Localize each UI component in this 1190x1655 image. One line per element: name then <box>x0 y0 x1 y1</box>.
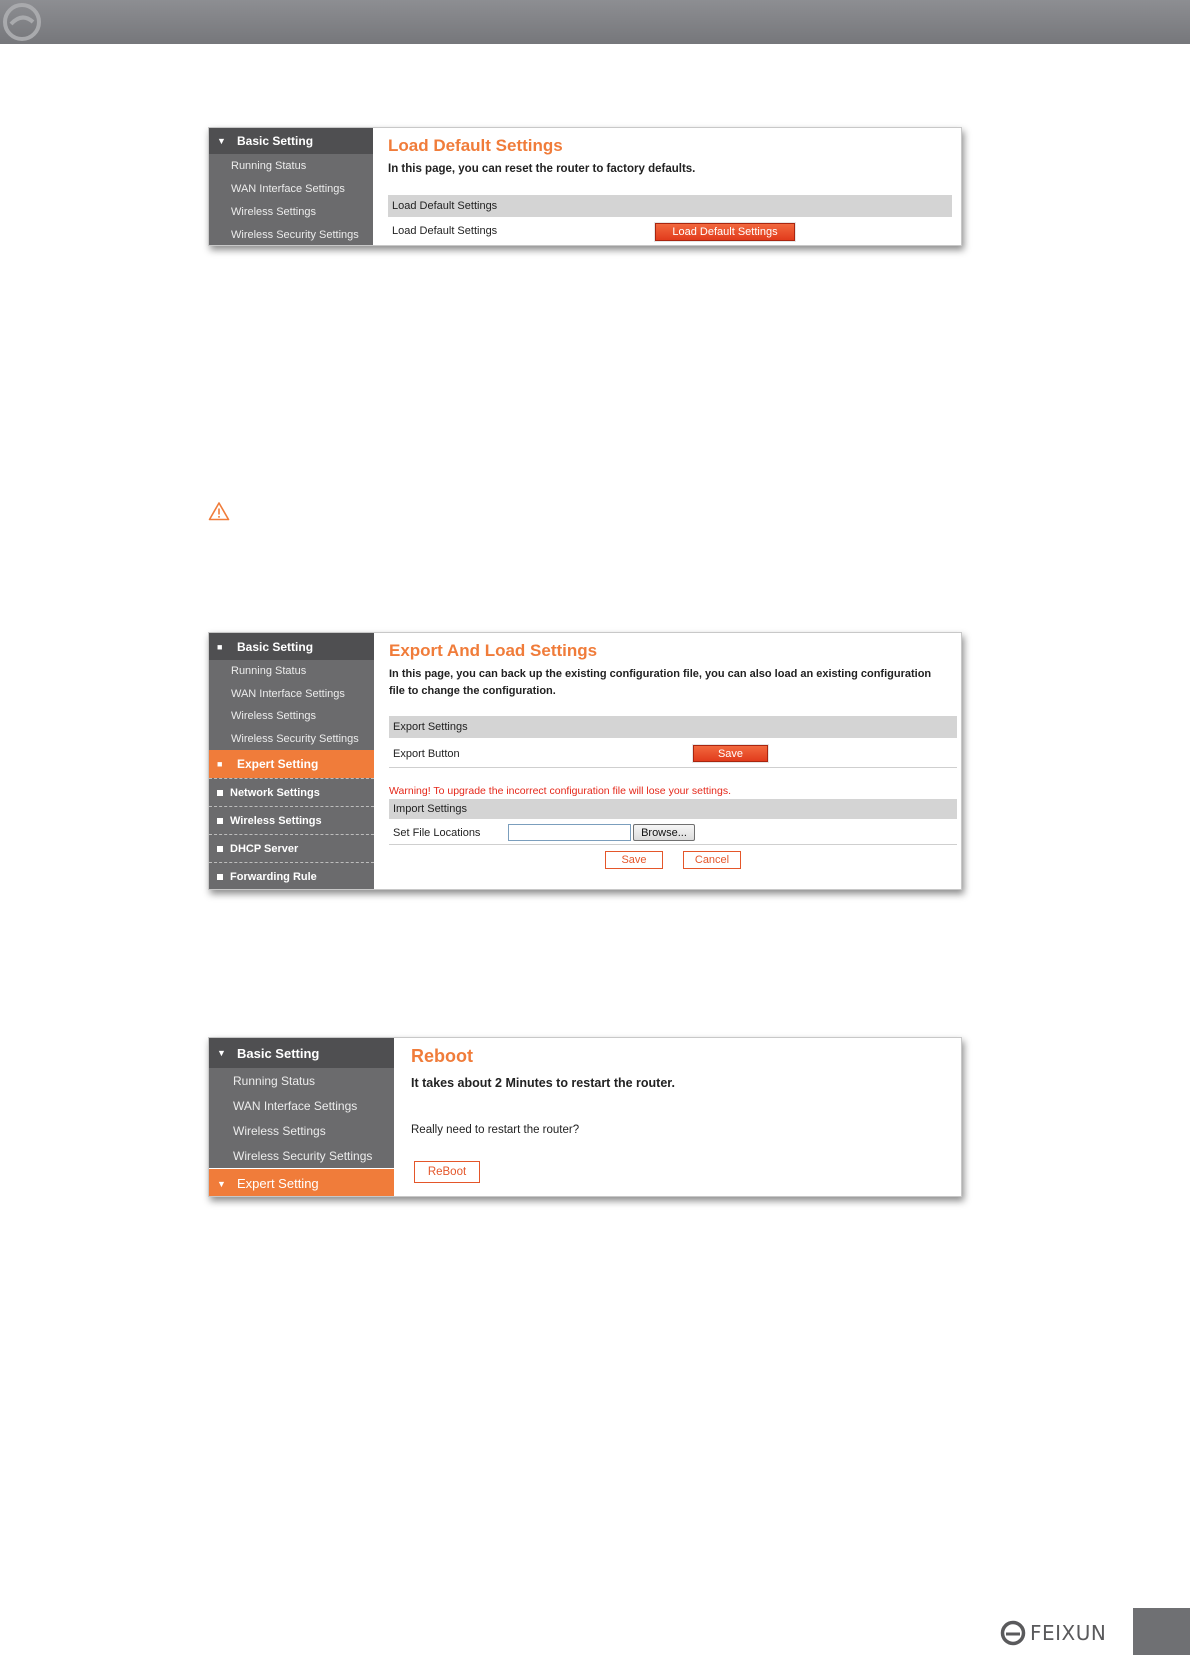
sidebar-item-running-status[interactable]: Running Status <box>231 665 307 677</box>
sidebar-item-wan-interface[interactable]: WAN Interface Settings <box>231 182 345 195</box>
square-bullet-icon <box>217 846 223 852</box>
content-area <box>394 1038 961 1196</box>
triangle-down-icon: ▼ <box>217 136 226 146</box>
sidebar-section-dhcp[interactable] <box>209 834 374 862</box>
sidebar-header-label: Basic Setting <box>237 1045 320 1061</box>
triangle-down-icon: ▼ <box>217 1048 226 1058</box>
page-description: It takes about 2 Minutes to restart the router. <box>411 1076 675 1090</box>
row-label: Load Default Settings <box>392 225 498 237</box>
save-button[interactable]: Save <box>605 851 663 869</box>
sidebar-section-label: Wireless Settings <box>230 814 322 827</box>
page-number-tab <box>1133 1608 1190 1655</box>
triangle-down-icon: ▼ <box>217 1178 226 1189</box>
import-section-header: Import Settings <box>389 799 957 819</box>
feixun-logo-icon <box>1000 1620 1026 1646</box>
sidebar-item-expert-setting[interactable] <box>209 750 374 778</box>
cancel-button[interactable]: Cancel <box>683 851 741 869</box>
file-location-label: Set File Locations <box>393 826 481 839</box>
sidebar-header-basic-setting[interactable] <box>209 1038 394 1068</box>
sidebar-section-network[interactable] <box>209 778 374 806</box>
sidebar-item-running-status[interactable]: Running Status <box>231 159 307 172</box>
content-area <box>373 128 961 245</box>
sidebar-section-forwarding[interactable] <box>209 862 374 890</box>
sidebar-item-wan-interface[interactable]: WAN Interface Settings <box>233 1098 358 1113</box>
sidebar-item-wireless-security[interactable]: Wireless Security Settings <box>231 732 359 745</box>
export-save-button[interactable]: Save <box>693 745 768 762</box>
file-location-input[interactable] <box>508 824 631 841</box>
page-title: Load Default Settings <box>388 136 563 155</box>
browse-button[interactable]: Browse... <box>633 824 695 841</box>
page-description: In this page, you can reset the router to factory defaults. <box>388 163 696 175</box>
export-load-panel <box>208 632 962 890</box>
export-row <box>389 741 957 768</box>
content-area <box>374 633 961 889</box>
sidebar-header-basic-setting[interactable] <box>209 128 373 154</box>
sidebar-item-expert-setting[interactable] <box>209 1168 394 1197</box>
export-section-header: Export Settings <box>389 716 957 738</box>
page-description-line2: file to change the configuration. <box>389 685 556 697</box>
sidebar-header-label: Basic Setting <box>237 639 314 654</box>
load-default-panel <box>208 127 962 246</box>
sidebar-item-wireless[interactable]: Wireless Settings <box>231 205 316 218</box>
sidebar <box>209 128 373 245</box>
sidebar <box>209 633 374 889</box>
sidebar-section-label: Network Settings <box>230 786 320 799</box>
sidebar-item-running-status[interactable]: Running Status <box>233 1073 316 1088</box>
sidebar-header-basic-setting[interactable] <box>209 633 374 660</box>
page-header-band <box>0 0 1190 44</box>
sidebar <box>209 1038 394 1196</box>
reboot-button[interactable]: ReBoot <box>414 1161 480 1183</box>
export-label: Export Button <box>393 748 460 760</box>
square-bullet-icon <box>217 818 223 824</box>
sidebar-header-label: Basic Setting <box>237 134 314 148</box>
reboot-panel <box>208 1037 962 1197</box>
footer-brand-name: FEIXUN <box>1030 1621 1107 1645</box>
load-default-button[interactable]: Load Default Settings <box>655 223 795 241</box>
footer-brand <box>1000 1618 1106 1648</box>
sidebar-item-wireless-security[interactable]: Wireless Security Settings <box>233 1148 373 1163</box>
warning-message: Warning! To upgrade the incorrect configuration file will lose your settings. <box>389 785 732 797</box>
sidebar-section-wireless[interactable] <box>209 806 374 834</box>
sidebar-section-label: DHCP Server <box>230 842 299 855</box>
square-bullet-icon: ■ <box>217 759 223 769</box>
reboot-question: Really need to restart the router? <box>411 1124 580 1136</box>
page-title: Export And Load Settings <box>389 641 598 660</box>
page-description-line1: In this page, you can back up the existing configuration file, you can also load an existing configuration <box>389 668 932 680</box>
sidebar-item-wan-interface[interactable]: WAN Interface Settings <box>231 687 345 700</box>
sidebar-active-label: Expert Setting <box>237 757 319 771</box>
square-bullet-icon <box>217 790 223 796</box>
section-header: Load Default Settings <box>388 195 952 217</box>
feixun-logo-icon <box>2 2 44 42</box>
sidebar-item-wireless[interactable]: Wireless Settings <box>233 1123 326 1138</box>
square-bullet-icon <box>217 874 223 880</box>
warning-triangle-icon <box>208 501 230 521</box>
sidebar-section-label: Forwarding Rule <box>230 871 317 883</box>
sidebar-active-label: Expert Setting <box>237 1176 319 1191</box>
page-title: Reboot <box>411 1046 473 1066</box>
sidebar-item-wireless-security[interactable]: Wireless Security Settings <box>231 228 359 241</box>
square-bullet-icon: ■ <box>217 641 223 652</box>
sidebar-item-wireless[interactable]: Wireless Settings <box>231 710 316 722</box>
